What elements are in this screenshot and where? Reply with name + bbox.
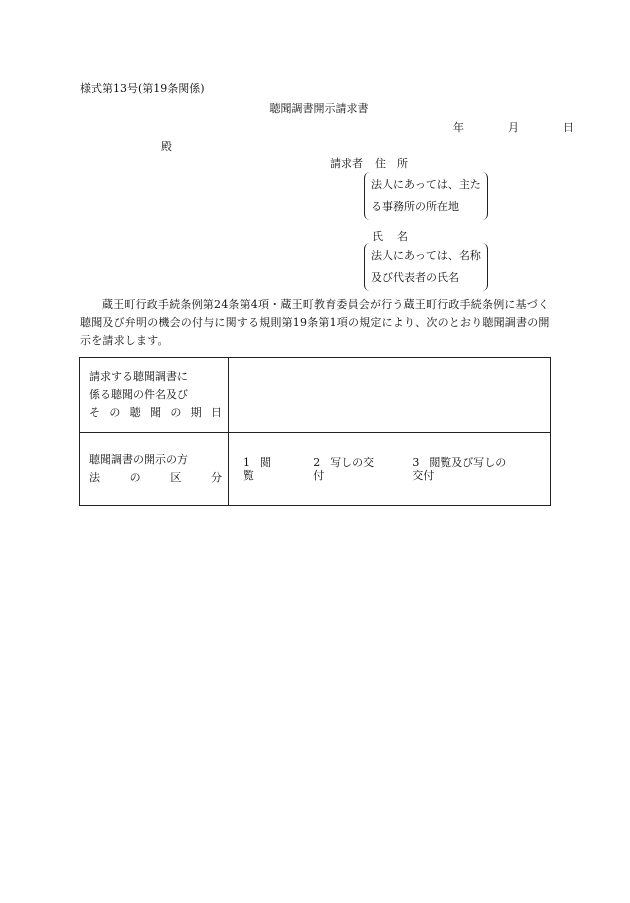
char: の [129, 471, 141, 484]
option-view[interactable]: 1 閲覧 [243, 455, 271, 482]
disclosure-method-options [229, 433, 551, 506]
address-label: 住 所 [375, 157, 408, 170]
disclosure-method-header [80, 433, 229, 506]
requester-label: 請求者 [330, 157, 363, 170]
name-label [372, 230, 408, 243]
form-number: 様式第13号(第19条関係) [80, 82, 205, 95]
table-row [80, 433, 551, 506]
option-view-and-copy[interactable]: 3 閲覧及び写しの交付 [412, 455, 507, 482]
request-table [79, 357, 551, 506]
option-copy[interactable]: 2 写しの交付 [313, 455, 375, 482]
header-line: 聴聞調書の開示の方 [89, 453, 188, 466]
char: 分 [210, 471, 222, 484]
table-row [80, 358, 551, 433]
name-label-2: 名 [397, 230, 408, 243]
date-day: 日 [563, 121, 574, 134]
addressee-suffix: 殿 [161, 140, 172, 153]
address-note: 法人にあっては、主たる事務所の所在地 [364, 172, 488, 220]
header-line: 請求する聴聞調書に [89, 370, 188, 383]
char: 聞 [149, 406, 161, 419]
name-note: 法人にあっては、名称及び代表者の氏名 [364, 243, 488, 291]
requester-address-line [330, 157, 408, 170]
date-line [453, 121, 574, 134]
header-line-justified [89, 469, 222, 487]
char: 区 [170, 471, 182, 484]
char: の [109, 406, 121, 419]
request-statement: 蔵王町行政手続条例第24条第4項・蔵王町教育委員会が行う蔵王町行政手続条例に基づく聴聞及び弁明の機会の付与に関する規則第19条第1項の規定により、次のとおり聴聞調書の開示を請求します。 [80, 298, 550, 347]
hearing-record-header [80, 358, 229, 433]
document-title: 聴聞調書開示請求書 [269, 102, 369, 115]
name-label-1: 氏 [372, 230, 383, 243]
header-line-justified [89, 404, 222, 422]
char: 聴 [129, 406, 141, 419]
char: そ [89, 406, 100, 419]
char: の [170, 406, 182, 419]
hearing-record-value-field[interactable] [229, 358, 551, 433]
char: 法 [89, 471, 100, 484]
date-year: 年 [453, 121, 464, 134]
char: 期 [190, 406, 202, 419]
date-month: 月 [508, 121, 519, 134]
header-line: 係る聴聞の件名及び [89, 388, 188, 401]
char: 日 [210, 406, 222, 419]
